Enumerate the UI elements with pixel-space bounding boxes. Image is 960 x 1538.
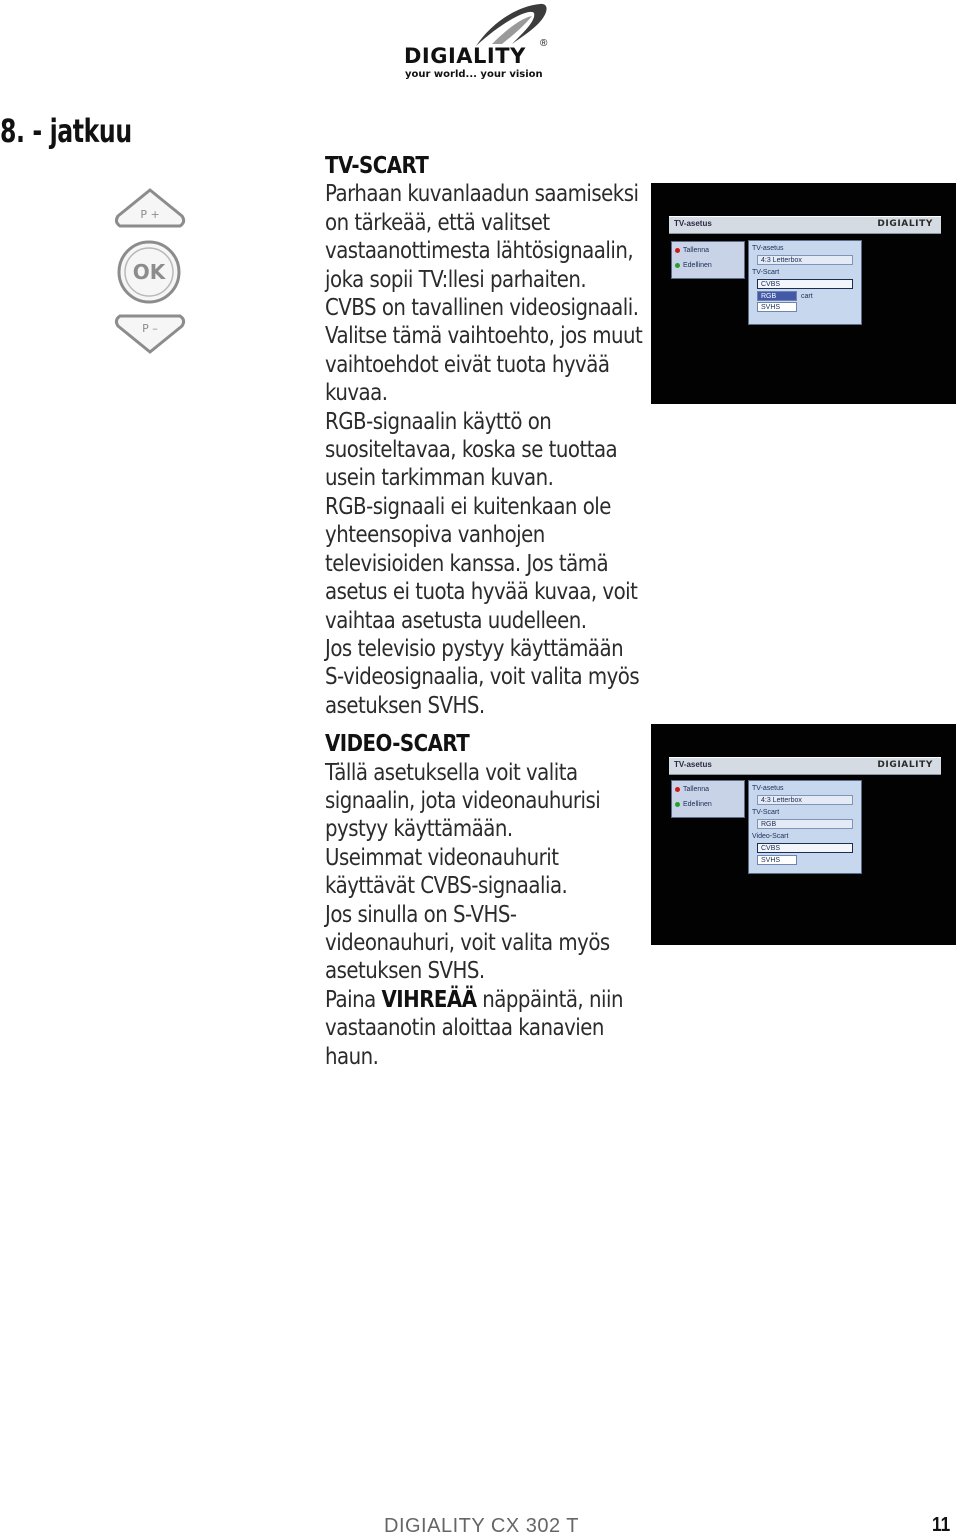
instruction-prefix: Paina	[325, 986, 382, 1013]
menu-back	[675, 799, 712, 811]
panel-row: Video-Scart	[752, 833, 789, 840]
footer-model-name: DIGIALITY CX 302 T	[384, 1515, 580, 1537]
instruction-text	[325, 152, 645, 1071]
screen-title-bar	[669, 757, 941, 775]
menu-save-label: Tallenna	[683, 786, 710, 793]
panel-row: TV-Scart	[752, 809, 780, 816]
screen-brand: DIGIALITY	[877, 760, 933, 770]
green-button-name: VIHREÄÄ	[381, 986, 477, 1013]
dropdown-option-selected: RGB	[757, 291, 797, 301]
tv-scart-paragraph: Jos televisio pystyy käyttämään S-videosignaalia, voit valita myös asetuksen SVHS.	[325, 635, 640, 719]
panel-field: 4:3 Letterbox	[757, 795, 853, 805]
menu-save	[675, 245, 709, 257]
section-heading: 8. - jatkuu	[0, 112, 132, 150]
panel-row: TV-asetus	[752, 245, 784, 252]
panel-field: RGB	[757, 819, 853, 829]
green-dot-icon	[675, 263, 680, 268]
screen-brand: DIGIALITY	[877, 219, 933, 229]
tv-scart-paragraph: RGB-signaali ei kuitenkaan ole yhteensopiva vanhojen televisioiden kanssa. Jos tämä asetus ei tuota hyvää kuvaa, voit vaihtaa asetusta uudelleen.	[325, 493, 638, 634]
video-scart-paragraph: Tällä asetuksella voit valita signaalin, jota videonauhurisi pystyy käyttämään.	[325, 759, 601, 843]
red-dot-icon	[675, 248, 680, 253]
menu-back	[675, 260, 712, 272]
screen-title-bar	[669, 216, 941, 234]
tv-scart-paragraph: Parhaan kuvanlaadun saamiseksi on tärkeää, että valitset vastaanottimesta lähtösignaalin, joka sopii TV:llesi parhaiten.	[325, 181, 639, 293]
logo-registered-mark: ®	[540, 38, 548, 49]
green-button-instruction	[325, 986, 645, 1071]
remote-ok-label: OK	[132, 260, 166, 284]
screen-settings-panel	[748, 780, 862, 874]
logo-swoosh-icon	[400, 0, 560, 50]
screen-title: TV-asetus	[674, 219, 712, 228]
tv-scart-paragraph: CVBS on tavallinen videosignaali. Valitse tämä vaihtoehto, jos muut vaihtoehdot eivät tuota hyvää kuvaa.	[325, 295, 643, 407]
menu-save-label: Tallenna	[683, 247, 710, 254]
video-scart-paragraph: Jos sinulla on S-VHS-videonauhuri, voit valita myös asetuksen SVHS.	[325, 901, 610, 985]
digiality-logo	[400, 0, 560, 84]
remote-down-label: P –	[142, 322, 158, 335]
green-dot-icon	[675, 802, 680, 807]
panel-row: TV-asetus	[752, 785, 784, 792]
panel-row: TV-Scart	[752, 269, 780, 276]
video-scart-screenshot	[651, 724, 956, 945]
dropdown-option-selected: CVBS	[757, 843, 853, 853]
menu-save	[675, 784, 709, 796]
dropdown-option: SVHS	[757, 302, 797, 312]
logo-name: DIGIALITY	[404, 44, 526, 68]
screen-side-menu	[671, 241, 745, 279]
tv-scart-heading: TV-SCART	[325, 153, 429, 179]
logo-tagline: your world... your vision	[405, 69, 543, 80]
remote-up-label: P +	[140, 208, 160, 221]
panel-row-suffix: cart	[801, 293, 813, 300]
remote-control-icon	[110, 186, 190, 356]
video-scart-heading: VIDEO-SCART	[325, 731, 470, 758]
instruction-suffix: näppäintä, niin vastaanotin aloittaa kanavien haun.	[325, 986, 623, 1070]
screen-settings-panel	[748, 240, 862, 325]
video-scart-paragraph: Useimmat videonauhurit käyttävät CVBS-signaalia.	[325, 844, 568, 900]
panel-field: 4:3 Letterbox	[757, 255, 853, 265]
screen-side-menu	[671, 780, 745, 818]
menu-back-label: Edellinen	[683, 262, 712, 269]
red-dot-icon	[675, 787, 680, 792]
footer-page-number: 11	[932, 1514, 951, 1536]
menu-back-label: Edellinen	[683, 801, 712, 808]
tv-scart-paragraph: RGB-signaalin käyttö on suositeltavaa, koska se tuottaa usein tarkimman kuvan.	[325, 408, 618, 492]
dropdown-option: SVHS	[757, 855, 797, 865]
screen-title: TV-asetus	[674, 760, 712, 769]
panel-field-selected: CVBS	[757, 279, 853, 289]
tv-scart-screenshot	[651, 183, 956, 404]
